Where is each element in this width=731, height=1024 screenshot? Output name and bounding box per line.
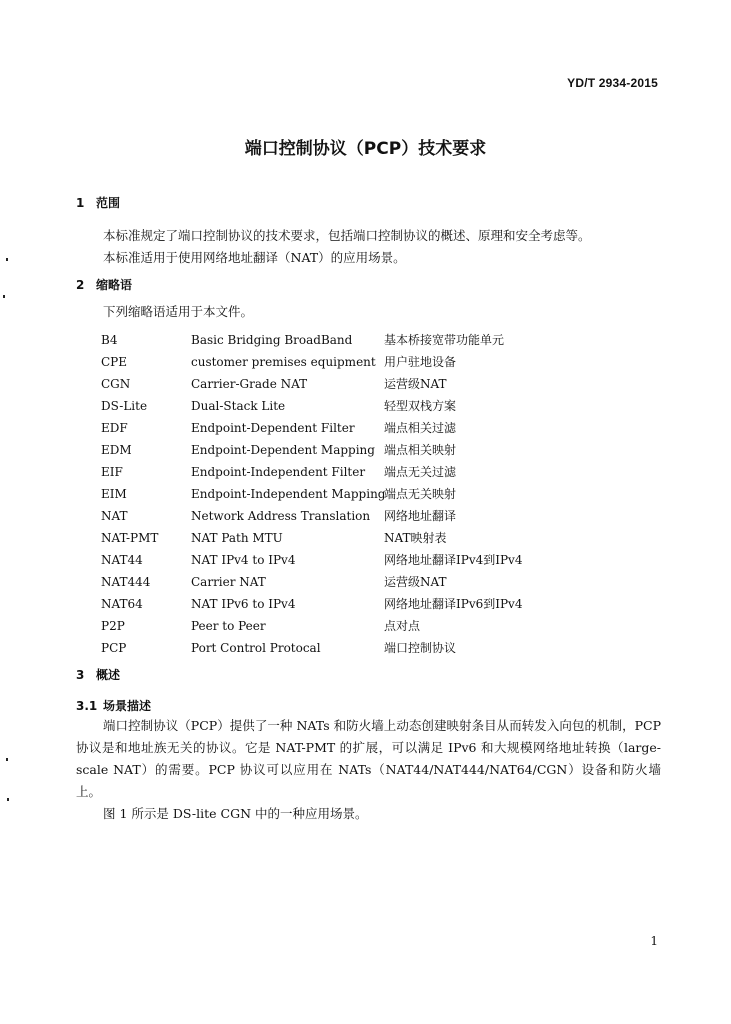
abbreviation-term: NAT444 (101, 575, 151, 589)
abbreviation-english: Peer to Peer (191, 619, 266, 633)
abbreviation-term: DS-Lite (101, 399, 148, 413)
abbreviation-row (101, 571, 661, 593)
abbreviation-term: B4 (101, 333, 118, 347)
abbreviation-term: P2P (101, 619, 125, 633)
scenario-paragraph-2: 图 1 所示是 DS-lite CGN 中的一种应用场景。 (103, 806, 368, 821)
abbreviation-row (101, 395, 661, 417)
standard-code: YD/T 2934-2015 (567, 76, 658, 90)
abbreviation-english: Basic Bridging BroadBand (191, 333, 353, 347)
scope-paragraph-2: 本标准适用于使用网络地址翻译（NAT）的应用场景。 (103, 250, 406, 265)
abbreviation-chinese: 网络地址翻译IPv4到IPv4 (384, 553, 523, 567)
abbreviation-chinese: 端口控制协议 (384, 641, 457, 655)
section-number: 1 (76, 196, 85, 210)
abbreviation-row (101, 417, 661, 439)
abbreviation-term: NAT44 (101, 553, 143, 567)
section-title: 缩略语 (96, 278, 133, 292)
abbreviation-chinese: 运营级NAT (384, 575, 447, 589)
abbreviation-chinese: 轻型双栈方案 (384, 399, 457, 413)
scenario-text (76, 715, 661, 825)
abbreviation-term: NAT-PMT (101, 531, 159, 545)
abbreviation-row (101, 549, 661, 571)
abbreviation-chinese: 网络地址翻译 (384, 509, 457, 523)
section-1-heading (76, 194, 120, 211)
section-3-heading (76, 666, 120, 683)
abbreviation-english: Port Control Protocal (191, 641, 321, 655)
section-title: 范围 (96, 196, 121, 210)
section-title: 概述 (96, 668, 121, 682)
abbreviation-row (101, 483, 661, 505)
abbreviation-term: CGN (101, 377, 131, 391)
abbreviation-english: Network Address Translation (191, 509, 371, 523)
abbreviation-english: Endpoint-Independent Filter (191, 465, 366, 479)
abbreviation-row (101, 593, 661, 615)
section-title: 场景描述 (103, 699, 152, 713)
abbreviation-chinese: 点对点 (384, 619, 421, 633)
abbreviation-english: Endpoint-Independent Mapping (191, 487, 386, 501)
abbreviation-row (101, 505, 661, 527)
abbreviations-table (101, 329, 661, 659)
section-number: 2 (76, 278, 85, 292)
scan-mark (6, 758, 8, 761)
abbreviations-intro: 下列缩略语适用于本文件。 (103, 304, 254, 319)
abbreviation-chinese: 端点相关映射 (384, 443, 457, 457)
abbreviation-row (101, 373, 661, 395)
scan-mark (7, 798, 9, 801)
abbreviation-chinese: 运营级NAT (384, 377, 447, 391)
section-2-heading (76, 276, 132, 293)
abbreviation-row (101, 439, 661, 461)
abbreviation-chinese: NAT映射表 (384, 531, 447, 545)
abbreviation-term: NAT (101, 509, 128, 523)
abbreviation-term: PCP (101, 641, 127, 655)
section-number: 3 (76, 668, 85, 682)
abbreviation-chinese: 网络地址翻译IPv6到IPv4 (384, 597, 523, 611)
abbreviation-row (101, 351, 661, 373)
abbreviation-term: EIM (101, 487, 127, 501)
abbreviation-english: customer premises equipment (191, 355, 376, 369)
abbreviation-row (101, 615, 661, 637)
scan-mark (3, 295, 5, 298)
abbreviation-chinese: 端点相关过滤 (384, 421, 457, 435)
scope-text (76, 225, 661, 269)
abbreviation-term: EDM (101, 443, 132, 457)
abbreviation-english: Endpoint-Dependent Filter (191, 421, 355, 435)
abbreviation-chinese: 基本桥接宽带功能单元 (384, 333, 505, 347)
abbreviation-english: Dual-Stack Lite (191, 399, 286, 413)
abbreviation-english: NAT IPv4 to IPv4 (191, 553, 296, 567)
abbreviation-chinese: 用户驻地设备 (384, 355, 457, 369)
abbreviation-row (101, 637, 661, 659)
scope-paragraph-1: 本标准规定了端口控制协议的技术要求，包括端口控制协议的概述、原理和安全考虑等。 (103, 228, 591, 243)
abbreviation-chinese: 端点无关过滤 (384, 465, 457, 479)
abbreviation-term: CPE (101, 355, 128, 369)
scenario-paragraph-1: 端口控制协议（PCP）提供了一种 NATs 和防火墙上动态创建映射条目从而转发入向包的机制，PCP 协议是和地址族无关的协议。它是 NAT-PMT 的扩展，可以满足 IPv6 和大规模网络地址转换（large-scale NAT）的需要。PCP 协议可以应用在 NATs（NAT44/NAT444/NAT64/CGN）设备和防火墙上。 (76, 718, 661, 799)
abbreviation-row (101, 329, 661, 351)
abbreviation-english: NAT Path MTU (191, 531, 283, 545)
abbreviation-row (101, 461, 661, 483)
abbreviation-english: Carrier NAT (191, 575, 266, 589)
abbreviation-term: EDF (101, 421, 128, 435)
page-number: 1 (650, 934, 658, 948)
abbreviation-row (101, 527, 661, 549)
document-title: 端口控制协议（PCP）技术要求 (244, 139, 487, 159)
abbreviation-english: Carrier-Grade NAT (191, 377, 308, 391)
section-3-1-heading (76, 697, 151, 714)
abbreviation-term: NAT64 (101, 597, 143, 611)
abbreviation-english: NAT IPv6 to IPv4 (191, 597, 296, 611)
abbreviation-chinese: 端点无关映射 (384, 487, 457, 501)
abbreviation-term: EIF (101, 465, 123, 479)
scan-mark (6, 258, 8, 261)
abbreviation-english: Endpoint-Dependent Mapping (191, 443, 375, 457)
abbreviations-intro-block (76, 301, 661, 323)
section-number: 3.1 (76, 699, 98, 713)
